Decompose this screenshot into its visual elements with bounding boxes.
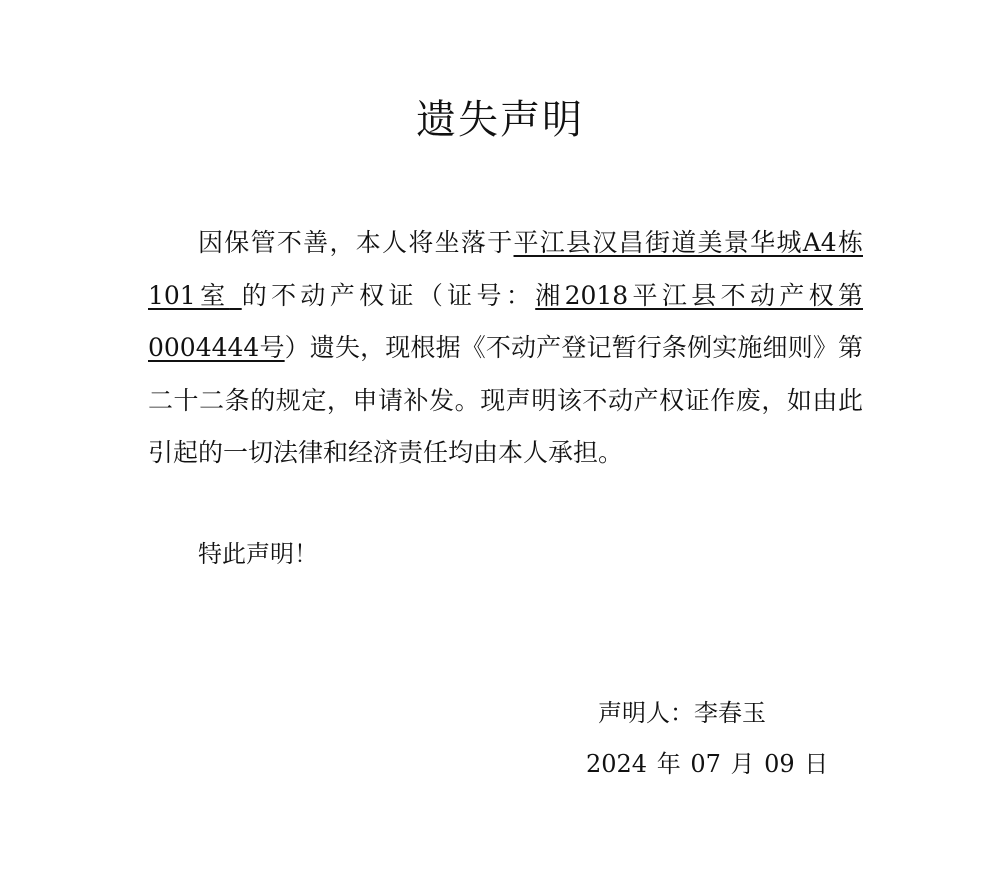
body-certificate-text: 的不动产权证（证号：: [241, 280, 536, 310]
body-intro-text: 因保管不善，本人将坐落于: [198, 228, 514, 257]
document-title: 遗失声明: [416, 97, 584, 143]
body-statement-text: ）遗失，现根据《不动产登记暂行条例实施细则》第二十二条的规定，申请补发。现声明该不动产权证作废，如由此引起的一切法律和经济责任均由本人承担。: [148, 333, 863, 467]
declaration-body: [148, 217, 863, 480]
closing-statement: 特此声明！: [198, 540, 318, 568]
certificate-number: 湘2018平江县不动产权第0004444号: [148, 280, 863, 362]
property-address-text: 平江县汉昌街道美景华城A4栋101室: [148, 228, 863, 310]
property-address-trail: [229, 281, 241, 310]
declaration-date: 2024 年 07 月 09 日: [586, 750, 829, 778]
signer-line: 声明人：李春玉: [598, 699, 766, 727]
